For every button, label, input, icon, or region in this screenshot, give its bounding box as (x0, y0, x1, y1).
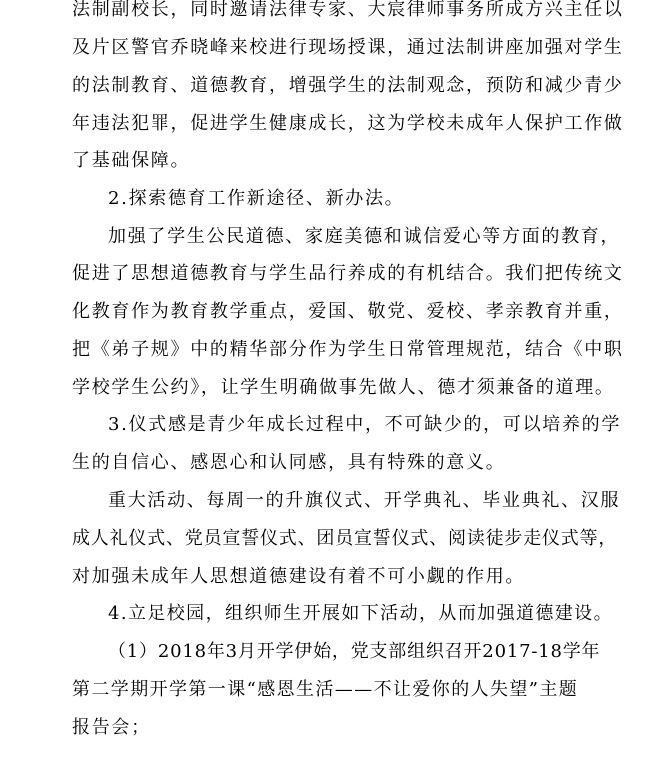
text-line: 加强了学生公民道德、家庭美德和诚信爱心等方面的教育， (108, 226, 621, 247)
section-heading: 3.仪式感是青少年成长过程中，不可缺少的，可以培养的学 (108, 414, 622, 435)
section-heading: 4.立足校园，组织师生开展如下活动，从而加强道德建设。 (108, 603, 613, 624)
text-line: 法制副校长，同时邀请法律专家、大宸律师事务所成方兴主任以 (72, 0, 624, 20)
text-line: 及片区警官乔晓峰来校进行现场授课，通过法制讲座加强对学生 (72, 37, 624, 58)
text-line: （1）2018年3月开学伊始，党支部组织召开2017-18学年 (108, 641, 601, 662)
text-line: 成人礼仪式、党员宣誓仪式、团员宣誓仪式、阅读徒步走仪式等， (72, 528, 618, 549)
text-line: 的法制教育、道德教育，增强学生的法制观念，预防和减少青少 (72, 75, 624, 96)
text-line: 对加强未成年人思想道德建设有着不可小觑的作用。 (72, 566, 526, 587)
text-line: 化教育作为教育教学重点，爱国、敬党、爱校、孝亲教育并重， (72, 301, 624, 322)
text-line: 重大活动、每周一的升旗仪式、开学典礼、毕业典礼、汉服 (108, 490, 621, 511)
text-line: 生的自信心、感恩心和认同感，具有特殊的意义。 (72, 452, 506, 473)
text-line: 年违法犯罪，促进学生健康成长，这为学校未成年人保护工作做 (72, 113, 624, 134)
text-line: 学校学生公约》，让学生明确做事先做人、德才须兼备的道理。 (72, 377, 615, 398)
text-line: 第二学期开学第一课“感恩生活——不让爱你的人失望”主题 (72, 679, 579, 700)
text-line: 把《弟子规》中的精华部分作为学生日常管理规范，结合《中职 (72, 339, 624, 360)
text-line: 促进了思想道德教育与学生品行养成的有机结合。我们把传统文 (72, 263, 624, 284)
text-line: 了基础保障。 (72, 150, 191, 171)
section-heading: 2.探索德育工作新途径、新办法。 (108, 188, 405, 209)
text-line: 报告会； (72, 717, 151, 738)
